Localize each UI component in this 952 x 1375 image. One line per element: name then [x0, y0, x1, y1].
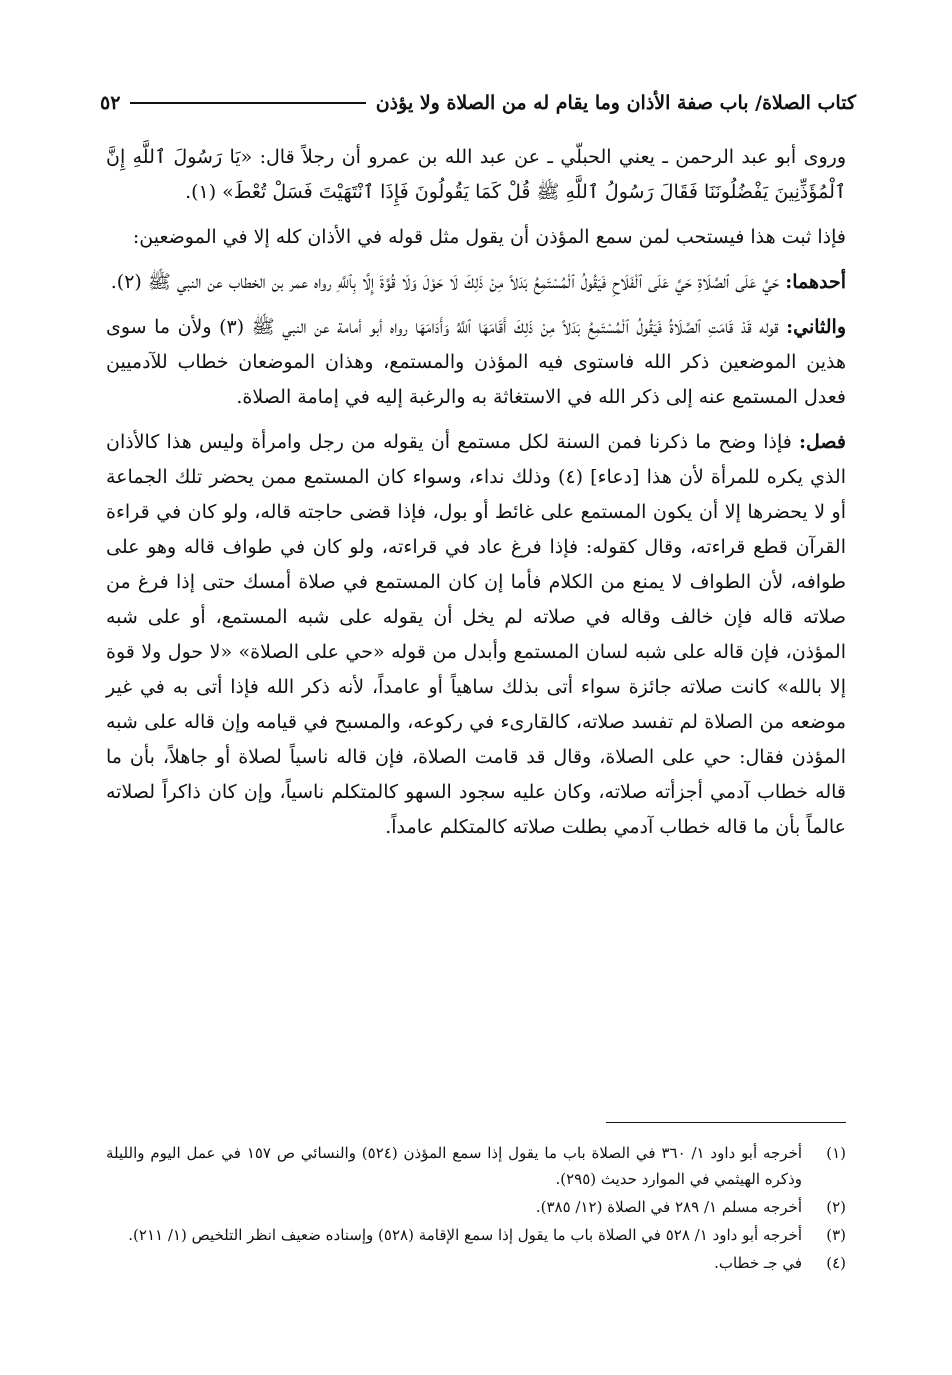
main-text	[106, 140, 846, 855]
footnote-2-text: أخرجه مسلم ١/ ٢٨٩ في الصلاة (١٢/ ٣٨٥).	[535, 1198, 802, 1216]
paragraph-3-text: حَيَّ عَلَى ٱلصَّلَاةِ حَيَّ عَلَى ٱلْفَلَاحِ فَيَقُولُ ٱلْمُسْتَمِعُ بَدَلاً مِنْ ذَلِكَ لَا حَوْلَ وَلَا قُوَّةَ إِلَّا بِٱللَّهِ رواه عمر بن الخطاب عن النبي ﷺ (٢).	[110, 271, 780, 293]
paragraph-4	[106, 310, 846, 415]
footnote-1	[106, 1140, 846, 1192]
paragraph-3-lead: أحدهما:	[785, 271, 846, 293]
footnote-4-number: (٤)	[826, 1254, 846, 1272]
footnote-1-text: أخرجه أبو داود ١/ ٣٦٠ في الصلاة باب ما يقول إذا سمع المؤذن (٥٢٤) والنسائي ص ١٥٧ في عمل اليوم والليلة وذكره الهيثمي في الموارد حديث (٢٩٥).	[106, 1144, 803, 1188]
footnote-3	[106, 1222, 846, 1248]
footnotes	[106, 1140, 846, 1278]
paragraph-4-lead: والثاني:	[786, 316, 846, 338]
paragraph-2	[106, 220, 846, 255]
paragraph-4-text: قوله قَدْ قَامَتِ ٱلصَّلَاةُ فَيَقُولُ ٱلْمُسْتَمِعُ بَدَلاً مِنْ ذَلِكَ أَقَامَهَا ٱللَّهُ وَأَدَامَهَا رواه أبو أمامة عن النبي ﷺ (٣) ولأن ما سوى هذين الموضعين ذكر الله فاستوى فيه المؤذن والمستمع، وهذان الموضعان خطاب للآدميين فعدل المستمع عنه إلى ذكر الله في الاستغاثة به والرغبة إليه في إمامة الصلاة.	[106, 316, 846, 408]
paragraph-5-text: فإذا وضح ما ذكرنا فمن السنة لكل مستمع أن يقوله من رجل وامرأة وليس هذا كالأذان الذي يكره للمرأة لأن هذا [دعاء] (٤) وذلك نداء، وسواء كان المستمع ممن يحضر تلك الجماعة أو لا يحضرها إلا أن يكون المستمع على غائط أو بول، فإذا قضى حاجته قاله، ولو كان في قراءة القرآن قطع قراءته، وقال كقوله: فإذا فرغ عاد في قراءته، ولو كان في طواف قاله وهو على طوافه، لأن الطواف لا يمنع من الكلام فأما إن كان المستمع في صلاة أمسك حتى إذا فرغ من صلاته قاله فإن خالف وقاله في صلاته لم يخل أن يقوله على شبه المستمع، أو على شبه المؤذن، فإن قاله على شبه لسان المستمع وأبدل من قوله «حي على الصلاة» «لا حول ولا قوة إلا بالله» كانت صلاته جائزة سواء أتى بذلك ساهياً أو عامداً، لأنه ذكر الله فإذا أتى به في غير موضعه من الصلاة لم تفسد صلاته، كالقارىء في ركوعه، والمسبح في قيامه وإن قاله على شبه المؤذن فقال: حي على الصلاة، وقال قد قامت الصلاة، فإن قاله ناسياً لصلاة أو جاهلاً، بأن ما قاله خطاب آدمي أجزأته صلاته، وكان عليه سجود السهو كالمتكلم ناسياً، وإن كان ذاكراً لصلاته عالماً بأن ما قاله خطاب آدمي بطلت صلاته كالمتكلم عامداً.	[106, 431, 846, 838]
footnote-4	[106, 1250, 846, 1276]
footnote-2	[106, 1194, 846, 1220]
paragraph-2-text: فإذا ثبت هذا فيستحب لمن سمع المؤذن أن يقول مثل قوله في الأذان كله إلا في الموضعين:	[132, 226, 846, 248]
paragraph-3	[106, 265, 846, 300]
footnote-4-text: في جـ خطاب.	[714, 1254, 802, 1272]
paragraph-1	[106, 140, 846, 210]
page-number: ٥٢	[100, 92, 121, 114]
paragraph-5-lead: فصل:	[799, 431, 846, 453]
footnote-3-number: (٣)	[826, 1226, 846, 1244]
footnote-3-text: أخرجه أبو داود ١/ ٥٢٨ في الصلاة باب ما يقول إذا سمع الإقامة (٥٢٨) وإسناده ضعيف انظر التلخيص (١/ ٢١١).	[128, 1226, 802, 1244]
header-rule	[130, 102, 365, 104]
paragraph-1-text: وروى أبو عبد الرحمن ـ يعني الحبلّي ـ عن عبد الله بن عمرو أن رجلاً قال: «يَا رَسُولَ ٱللَّهِ إِنَّ ٱلْمُؤَذِّنِينَ يَفْضُلُونَنَا فَقَالَ رَسُولُ ٱللَّهِ ﷺ قُلْ كَمَا يَقُولُونَ فَإِذَا ٱنْتَهَيْتَ فَسَلْ تُعْطَ» (١).	[106, 146, 846, 203]
footnote-2-number: (٢)	[826, 1198, 846, 1216]
running-title: كتاب الصلاة/ باب صفة الأذان وما يقام له من الصلاة ولا يؤذن	[375, 92, 856, 114]
paragraph-5	[106, 425, 846, 845]
footnote-separator	[606, 1122, 846, 1123]
footnote-1-number: (١)	[826, 1144, 846, 1162]
running-header	[100, 88, 856, 118]
